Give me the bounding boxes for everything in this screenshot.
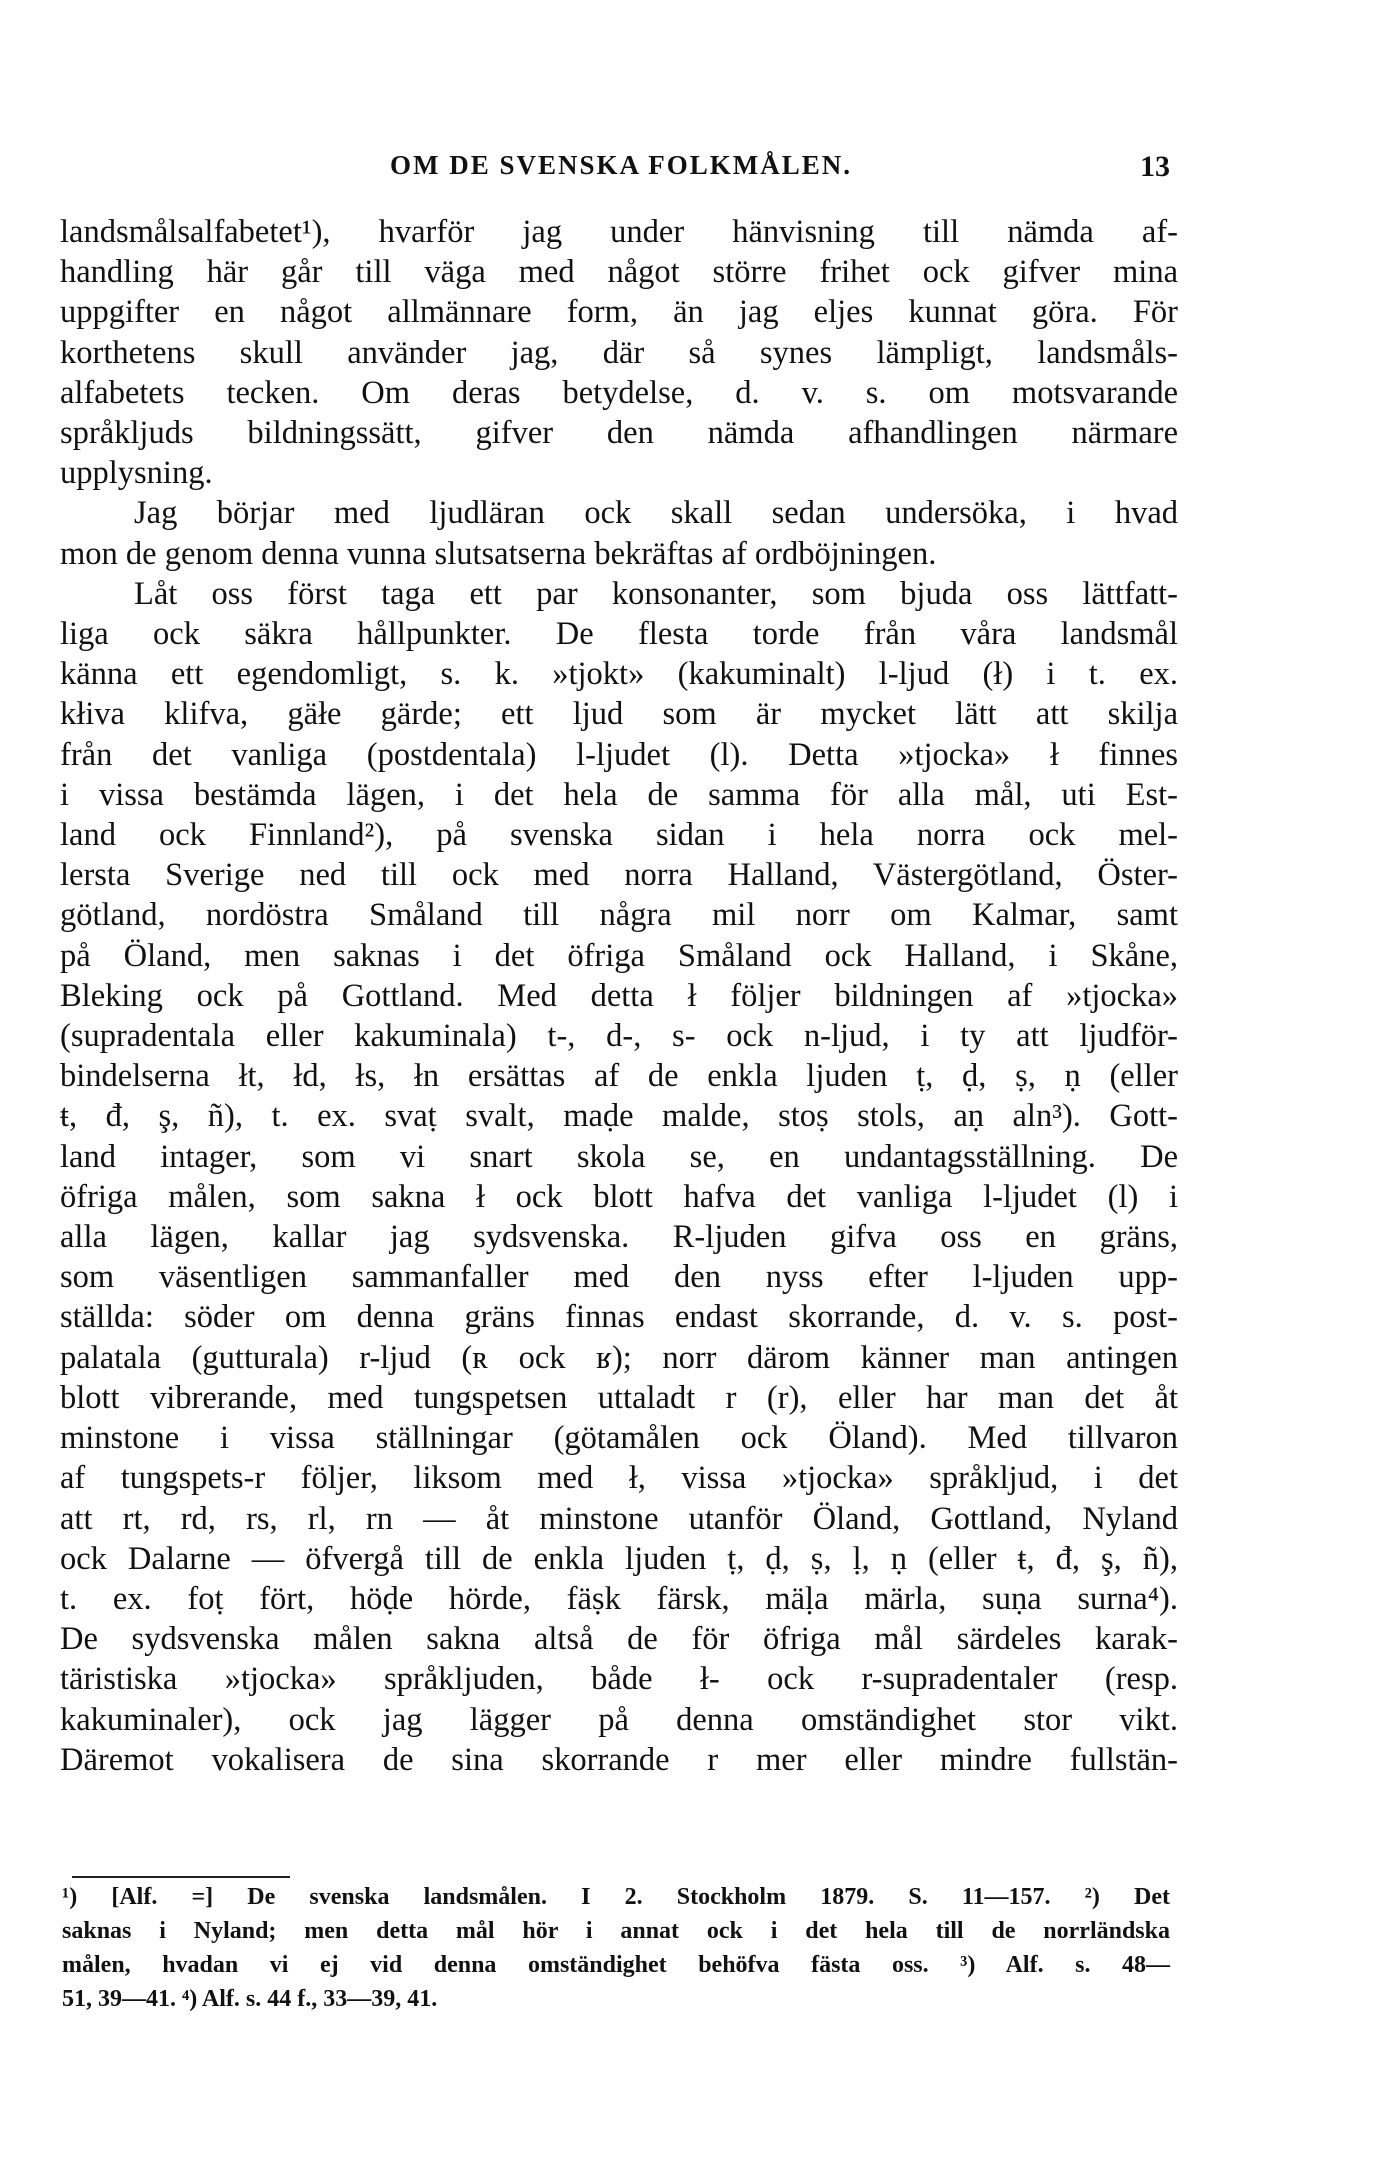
- body-line: kakuminaler), ock jag lägger på denna omständighet stor vikt.: [60, 1701, 1178, 1738]
- body-line: De sydsvenska målen sakna altså de för öfriga mål särdeles karak-: [60, 1621, 1178, 1658]
- body-line: öfriga målen, som sakna ł ock blott hafva det vanliga l-ljudet (l) i: [60, 1178, 1178, 1215]
- page-number: 13: [1140, 150, 1170, 183]
- body-line: minstone i vissa ställningar (götamålen ock Öland). Med tillvaron: [60, 1420, 1178, 1457]
- body-line: landsmålsalfabetet¹), hvarför jag under hänvisning till nämda af-: [60, 214, 1178, 250]
- running-head-title: OM DE SVENSKA FOLKMÅLEN.: [390, 150, 853, 180]
- body-text: [60, 212, 1178, 1780]
- body-line: (supradentala eller kakuminala) t-, d-, s- ock n-ljud, i ty att ljudför-: [60, 1018, 1178, 1055]
- body-line: Bleking ock på Gottland. Med detta ł följer bildningen af »tjocka»: [60, 977, 1178, 1014]
- body-line: täristiska »tjocka» språkljuden, både ł- ock r-supradentaler (resp.: [60, 1661, 1178, 1698]
- body-line: i vissa bestämda lägen, i det hela de samma för alla mål, uti Est-: [60, 776, 1178, 813]
- body-line: blott vibrerande, med tungspetsen uttaladt r (r), eller har man det åt: [60, 1379, 1178, 1416]
- body-line: alla lägen, kallar jag sydsvenska. R-ljuden gifva oss en gräns,: [60, 1219, 1178, 1256]
- body-line: som väsentligen sammanfaller med den nyss efter l-ljuden upp-: [60, 1259, 1178, 1296]
- footnotes: [62, 1880, 1170, 2016]
- body-line: land intager, som vi snart skola se, en undantagsställning. De: [60, 1138, 1178, 1175]
- body-line: bindelserna łt, łd, łs, łn ersättas af de enkla ljuden ṭ, ḍ, ṣ, ṇ (eller: [60, 1058, 1178, 1095]
- body-line: mon de genom denna vunna slutsatserna bekräftas af ordböjningen.: [60, 535, 937, 572]
- body-line: lersta Sverige ned till ock med norra Halland, Västergötland, Öster-: [60, 857, 1178, 894]
- body-line: ŧ, đ, ş, ñ), t. ex. svaṭ svalt, maḍe malde, stoṣ stols, aṇ aln³). Gott-: [60, 1098, 1178, 1135]
- body-line: korthetens skull använder jag, där så synes lämpligt, landsmåls-: [60, 334, 1178, 371]
- body-line: Jag börjar med ljudläran ock skall sedan undersöka, i hvad: [134, 495, 1178, 532]
- body-line: uppgifter en något allmännare form, än jag eljes kunnat göra. För: [60, 294, 1178, 331]
- body-line: Däremot vokalisera de sina skorrande r mer eller mindre fullstän-: [60, 1741, 1178, 1778]
- body-line: ställda: söder om denna gräns finnas endast skorrande, d. v. s. post-: [60, 1299, 1178, 1336]
- body-line: handling här går till väga med något större frihet ock gifver mina: [60, 254, 1178, 291]
- footnote-line: saknas i Nyland; men detta mål hör i annat ock i det hela till de norrländska: [62, 1918, 1170, 1944]
- footnote-line: målen, hvadan vi ej vid denna omständighet behöfva fästa oss. ³) Alf. s. 48—: [62, 1952, 1170, 1978]
- body-line: t. ex. foṭ fört, höḍe hörde, fäṣk färsk, mäḷa märla, suṇa surna⁴).: [60, 1580, 1178, 1617]
- body-line: på Öland, men saknas i det öfriga Småland ock Halland, i Skåne,: [60, 937, 1178, 974]
- body-line: ock Dalarne — öfvergå till de enkla ljuden ṭ, ḍ, ṣ, ḷ, ṇ (eller ŧ, đ, ş, ñ),: [60, 1540, 1178, 1577]
- body-line: liga ock säkra hållpunkter. De flesta torde från våra landsmål: [60, 616, 1178, 653]
- footnote-divider: [72, 1876, 290, 1878]
- footnote-line: 51, 39—41. ⁴) Alf. s. 44 f., 33—39, 41.: [62, 1986, 438, 2012]
- body-line: land ock Finnland²), på svenska sidan i hela norra ock mel-: [60, 817, 1178, 854]
- body-line: från det vanliga (postdentala) l-ljudet (l). Detta »tjocka» ł finnes: [60, 736, 1178, 773]
- body-line: alfabetets tecken. Om deras betydelse, d. v. s. om motsvarande: [60, 374, 1178, 411]
- body-line: upplysning.: [60, 455, 213, 492]
- body-line: Låt oss först taga ett par konsonanter, som bjuda oss lättfatt-: [134, 575, 1178, 612]
- footnote-line: ¹) [Alf. =] De svenska landsmålen. I 2. Stockholm 1879. S. 11—157. ²) Det: [62, 1884, 1170, 1910]
- body-line: att rt, rd, rs, rl, rn — åt minstone utanför Öland, Gottland, Nyland: [60, 1500, 1178, 1537]
- body-line: känna ett egendomligt, s. k. »tjokt» (kakuminalt) l-ljud (ł) i t. ex.: [60, 656, 1178, 693]
- body-line: kłiva klifva, gäłe gärde; ett ljud som är mycket lätt att skilja: [60, 696, 1178, 733]
- body-line: palatala (gutturala) r-ljud (ʀ ock ʁ); norr därom känner man antingen: [60, 1339, 1178, 1376]
- body-line: af tungspets-r följer, liksom med ł, vissa »tjocka» språkljud, i det: [60, 1460, 1178, 1497]
- body-line: språkljuds bildningssätt, gifver den nämda afhandlingen närmare: [60, 415, 1178, 452]
- page-header: [60, 150, 1170, 194]
- body-line: götland, nordöstra Småland till några mil norr om Kalmar, samt: [60, 897, 1178, 934]
